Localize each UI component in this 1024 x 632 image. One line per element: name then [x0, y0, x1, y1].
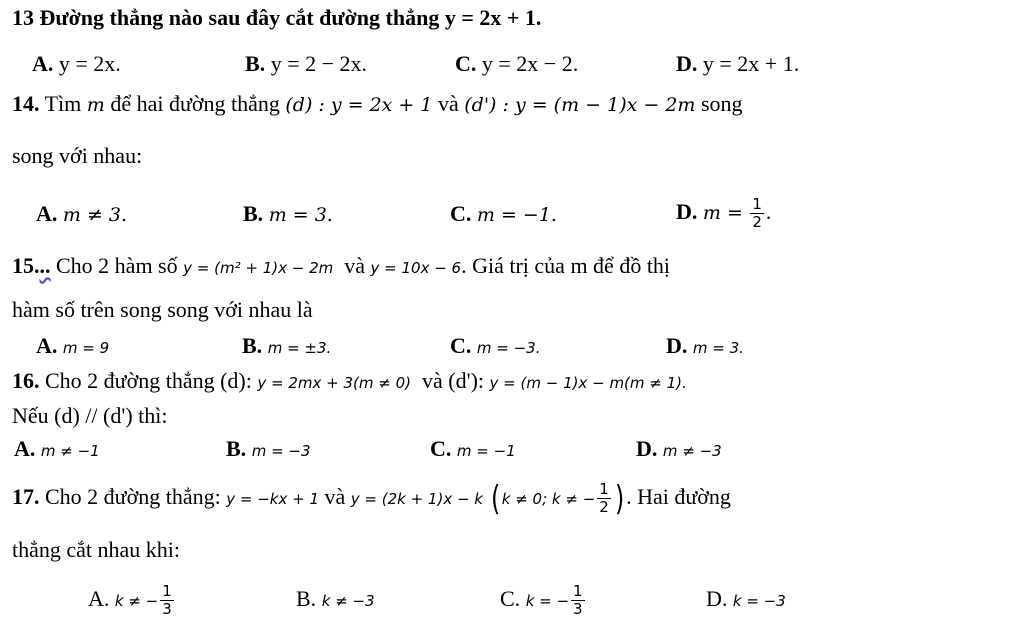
option-value: y = 2x − 2. [481, 51, 579, 76]
question-text: hàm số trên song song với nhau là [12, 297, 313, 322]
option-b[interactable] [296, 576, 375, 624]
option-value: m = 9 [62, 339, 110, 357]
option-c[interactable] [455, 50, 578, 78]
spell-marker: .. [39, 253, 51, 278]
option-d[interactable] [636, 435, 722, 465]
question-text: và [324, 484, 346, 509]
math-line-d: y = 2mx + 3(m ≠ 0) [257, 374, 412, 392]
option-value: k ≠ − [114, 592, 159, 610]
option-label: B. [226, 436, 247, 461]
right-paren: ) [614, 478, 625, 519]
question-15-cont [12, 296, 313, 324]
option-a[interactable] [36, 200, 127, 229]
option-suffix: . [765, 199, 772, 224]
option-label: A. [36, 333, 58, 358]
option-label: A. [32, 51, 54, 76]
question-text: Cho 2 hàm số [56, 253, 178, 278]
question-15 [12, 252, 670, 282]
math-line-d: (d) : y = 2x + 1 [285, 94, 433, 116]
question-number: 14. [12, 91, 40, 116]
question-17-cont [12, 536, 180, 564]
option-a[interactable] [36, 332, 109, 362]
option-value: k = − [525, 592, 570, 610]
option-label: C. [500, 586, 521, 611]
option-label: B. [243, 201, 264, 226]
fraction-numerator: 1 [573, 582, 583, 601]
option-d[interactable] [666, 332, 744, 362]
option-value: m = −1. [476, 204, 557, 226]
option-value: m = −3. [476, 339, 541, 357]
fraction-numerator: 1 [162, 582, 172, 601]
question-text: Cho 2 đường thẳng (d): [45, 368, 252, 393]
question-14-cont [12, 142, 142, 170]
question-number: 16. [12, 368, 40, 393]
option-a[interactable] [14, 435, 100, 465]
option-d[interactable] [676, 50, 799, 78]
option-value: m = [702, 202, 743, 224]
option-b[interactable] [245, 50, 367, 78]
option-label: B. [245, 51, 266, 76]
question-text: để hai đường thẳng [110, 91, 280, 116]
math-line-d2: y = (m − 1)x − m(m ≠ 1). [489, 374, 687, 392]
question-number: 13 [12, 5, 34, 30]
option-b[interactable] [242, 332, 331, 362]
question-text: Nếu (d) // (d') thì: [12, 403, 168, 428]
question-text: Đường thẳng nào sau đây cắt đường thẳng y = 2x + 1. [39, 5, 542, 30]
fraction-denominator: 3 [573, 600, 583, 619]
option-c[interactable] [450, 200, 557, 229]
option-d[interactable] [706, 576, 786, 624]
fraction [750, 196, 764, 231]
fraction [571, 583, 585, 618]
option-c[interactable] [450, 332, 541, 362]
option-value: y = 2x + 1. [702, 51, 800, 76]
option-value: m = −3 [251, 442, 311, 460]
question-number: 17. [12, 484, 40, 509]
question-text: Tìm [44, 91, 82, 116]
option-label: A. [14, 436, 36, 461]
option-value: y = 2x. [58, 51, 121, 76]
option-value: k ≠ −3 [321, 592, 375, 610]
option-b[interactable] [243, 200, 333, 229]
question-text: và (d'): [422, 368, 485, 393]
question-17 [12, 474, 731, 522]
question-text: song [700, 91, 743, 116]
option-value: m ≠ −1 [40, 442, 100, 460]
option-label: C. [455, 51, 477, 76]
math-func2: y = 10x − 6 [370, 259, 462, 277]
option-c[interactable] [500, 576, 587, 624]
option-label: A. [36, 201, 58, 226]
option-label: D. [666, 333, 688, 358]
math-line1: y = −kx + 1 [226, 490, 319, 508]
option-value: m = −1 [456, 442, 516, 460]
fraction-numerator: 1 [752, 195, 762, 214]
question-text: . Hai đường [626, 484, 731, 509]
option-label: D. [676, 51, 698, 76]
question-text: . Giá trị của m để đồ thị [461, 253, 671, 278]
question-text: và [437, 91, 459, 116]
fraction [160, 583, 174, 618]
math-func1: y = (m² + 1)x − 2m [183, 259, 334, 277]
option-c[interactable] [430, 435, 516, 465]
math-condition: k ≠ 0; k ≠ − [501, 490, 596, 508]
question-14 [12, 90, 743, 119]
question-16 [12, 367, 687, 397]
option-label: D. [706, 586, 728, 611]
option-value: m = ±3. [267, 339, 332, 357]
fraction-denominator: 2 [599, 498, 609, 517]
left-paren: ( [490, 478, 500, 519]
question-number: 15. [12, 253, 40, 278]
option-label: D. [676, 199, 698, 224]
option-value: m = 3. [692, 339, 744, 357]
option-value: m ≠ −3 [662, 442, 722, 460]
option-value: k = −3 [732, 592, 786, 610]
math-line2: y = (2k + 1)x − k [350, 490, 483, 508]
option-value: m = 3. [268, 204, 333, 226]
option-value: m ≠ 3. [62, 204, 128, 226]
math-line-d2: (d') : y = (m − 1)x − 2m [464, 94, 696, 116]
fraction [597, 481, 611, 516]
question-text: song với nhau: [12, 143, 143, 168]
math-var: m [86, 94, 105, 116]
option-label: D. [636, 436, 658, 461]
option-label: C. [450, 333, 472, 358]
question-16-cont [12, 402, 167, 430]
option-label: B. [296, 586, 317, 611]
option-label: A. [88, 586, 110, 611]
option-label: B. [242, 333, 263, 358]
option-value: y = 2 − 2x. [270, 51, 368, 76]
option-label: C. [450, 201, 472, 226]
question-text: và [344, 253, 365, 278]
question-text: Cho 2 đường thẳng: [45, 484, 221, 509]
option-a[interactable] [88, 576, 176, 624]
fraction-denominator: 3 [162, 600, 172, 619]
option-a[interactable] [32, 50, 121, 78]
option-d[interactable] [676, 190, 771, 235]
question-13 [12, 4, 541, 32]
fraction-numerator: 1 [599, 480, 609, 499]
fraction-denominator: 2 [752, 213, 762, 232]
option-b[interactable] [226, 435, 311, 465]
option-label: C. [430, 436, 452, 461]
question-text: thẳng cắt nhau khi: [12, 537, 181, 562]
